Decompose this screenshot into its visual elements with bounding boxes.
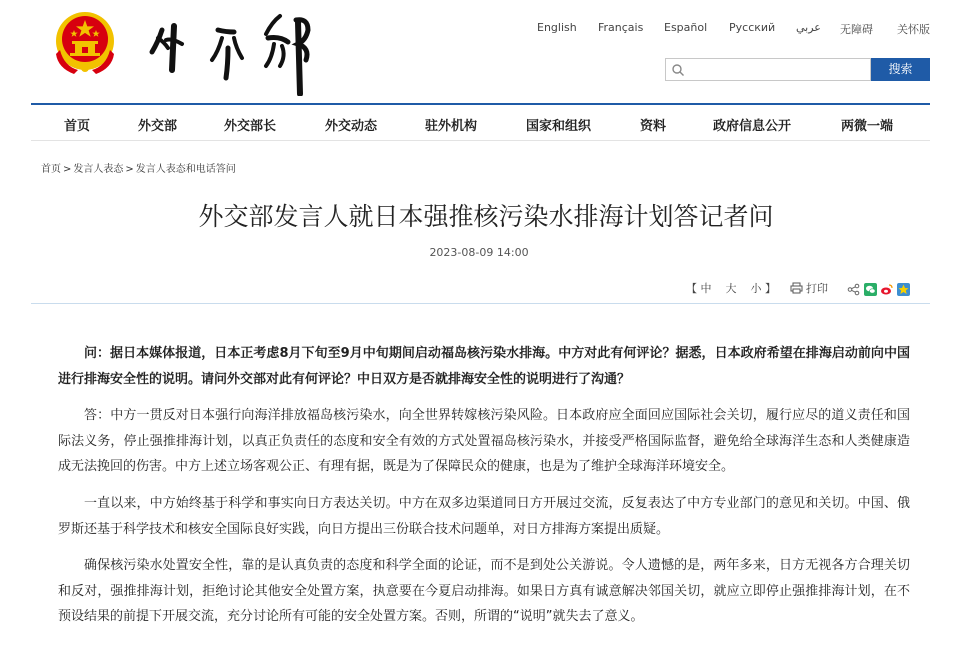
- nav-item-weibo-wechat-app[interactable]: 两微一端: [841, 119, 894, 134]
- nav-item-diplomatic-news[interactable]: 外交动态: [325, 119, 378, 134]
- accessibility-link[interactable]: 无障碍: [840, 23, 873, 36]
- lang-spanish-link[interactable]: Español: [664, 21, 708, 34]
- search-box: [665, 58, 871, 81]
- language-bar: [530, 21, 935, 37]
- header-rule: [31, 103, 930, 105]
- lang-english-link[interactable]: English: [537, 21, 577, 34]
- print-label: 打印: [806, 282, 828, 295]
- font-size-bracket-open: 【: [686, 282, 697, 295]
- qzone-icon[interactable]: [897, 281, 910, 294]
- print-button[interactable]: [790, 280, 828, 296]
- font-size-medium-option[interactable]: 中: [700, 282, 712, 295]
- breadcrumb-separator: >: [63, 164, 72, 175]
- nav-item-minister[interactable]: 外交部长: [224, 119, 277, 134]
- lang-arabic-link[interactable]: عربي: [796, 21, 821, 34]
- nav-item-resources[interactable]: 资料: [640, 119, 667, 134]
- nav-item-countries-organizations[interactable]: 国家和组织: [526, 119, 592, 134]
- breadcrumb-current[interactable]: 发言人表态和电话答问: [135, 164, 236, 175]
- nav-item-missions-abroad[interactable]: 驻外机构: [425, 119, 478, 134]
- wechat-icon[interactable]: [864, 281, 877, 294]
- breadcrumb-separator: >: [125, 164, 134, 175]
- article-divider: [31, 303, 930, 304]
- search-input[interactable]: [688, 61, 868, 78]
- breadcrumb: [41, 160, 236, 175]
- lang-french-link[interactable]: Français: [598, 21, 644, 34]
- body-paragraph: 确保核污染水处置安全性，靠的是认真负责的态度和科学全面的论证，而不是到处公关游说。令人遗憾的是，两年多来，日方无视各方合理关切和反对，强推排海计划，拒绝讨论其他安全处置方案，执意要在今夏启动排海。如果日方真有诚意解决邻国关切，就应立即停止强推排海计划，在不预设结果的前提下开展交流，充分讨论所有可能的安全处置方案。否则，所谓的“说明”就失去了意义。: [58, 558, 910, 624]
- nav-rule: [31, 140, 930, 141]
- breadcrumb-spokesperson[interactable]: 发言人表态: [73, 164, 124, 175]
- weibo-icon[interactable]: [880, 281, 893, 294]
- font-size-large-option[interactable]: 大: [725, 282, 737, 295]
- nav-item-government-info[interactable]: 政府信息公开: [713, 119, 792, 134]
- elderly-care-link[interactable]: 关怀版: [897, 23, 930, 36]
- nav-item-ministry[interactable]: 外交部: [138, 119, 178, 134]
- font-size-control: [686, 280, 776, 296]
- lang-russian-link[interactable]: Русский: [729, 21, 776, 34]
- publish-date: 2023-08-09 14:00: [429, 246, 529, 259]
- font-size-small-option[interactable]: 小: [750, 282, 762, 295]
- search-button[interactable]: 搜索: [871, 58, 930, 81]
- search-icon: [671, 63, 685, 77]
- printer-icon: [790, 282, 803, 294]
- nav-item-home[interactable]: 首页: [64, 119, 91, 134]
- font-size-bracket-close: 】: [765, 282, 776, 295]
- national-emblem-icon[interactable]: [52, 10, 118, 76]
- answer-paragraph: 答：中方一贯反对日本强行向海洋排放福岛核污染水，向全世界转嫁核污染风险。日本政府应全面回应国际社会关切，履行应尽的道义责任和国际法义务，停止强推排海计划，以真正负责任的态度和安全有效的方式处置福岛核污染水，并接受严格国际监督，避免给全球海洋生态和人类健康造成无法挽回的伤害。中方上述立场客观公正、有理有据，既是为了保障民众的健康，也是为了维护全球海洋环境安全。: [58, 408, 910, 474]
- article-title: 外交部发言人就日本强推核污染水排海计划答记者问: [198, 202, 774, 231]
- question-paragraph: 问：据日本媒体报道，日本正考虑8月下旬至9月中旬期间启动福岛核污染水排海。中方对此有何评论？据悉，日本政府希望在排海启动前向中国进行排海安全性的说明。请问外交部对此有何评论？中日双方是否就排海安全性的说明进行了沟通？: [58, 346, 910, 387]
- ministry-calligraphy-logo[interactable]: [148, 8, 323, 96]
- breadcrumb-home[interactable]: 首页: [41, 164, 61, 175]
- body-paragraph: 一直以来，中方始终基于科学和事实向日方表达关切。中方在双多边渠道同日方开展过交流，反复表达了中方专业部门的意见和关切。中国、俄罗斯还基于科学技术和核安全国际良好实践，向日方提出三份联合技术问题单，对日方排海方案提出质疑。: [58, 496, 910, 537]
- share-icon[interactable]: [847, 281, 860, 294]
